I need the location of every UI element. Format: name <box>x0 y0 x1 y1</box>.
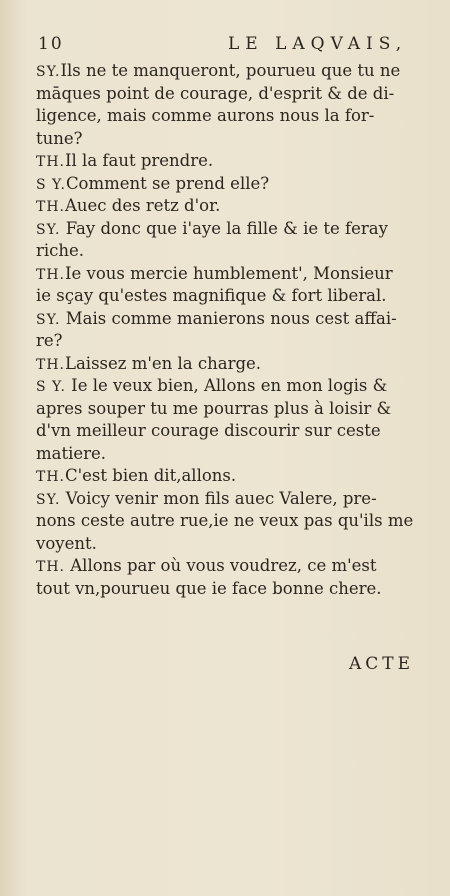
speaker-label: TH. <box>36 154 65 170</box>
line-text: tune? <box>36 128 83 148</box>
catchword: ACTE <box>348 654 414 674</box>
speaker-label: SY. <box>36 491 61 508</box>
text-line <box>36 105 446 128</box>
running-title: LE LAQVAIS, <box>228 34 408 54</box>
text-line <box>36 263 446 286</box>
speaker-label: TH. <box>36 469 65 485</box>
speaker-label: TH. <box>36 559 65 575</box>
dialogue-text <box>36 60 446 600</box>
text-line <box>36 218 446 241</box>
line-text: Laissez m'en la charge. <box>65 353 262 373</box>
text-line <box>36 330 446 353</box>
text-line <box>36 128 446 151</box>
line-text: Ils ne te manqueront, pourueu que tu ne <box>60 61 401 80</box>
line-text: Mais comme manierons nous cest affai- <box>60 308 397 328</box>
text-line <box>36 83 446 106</box>
speaker-label: TH. <box>36 356 65 373</box>
line-text: Allons par où vous voudrez, ce m'est <box>65 556 377 575</box>
line-text: voyent. <box>36 533 97 553</box>
speaker-label: SY. <box>36 311 61 328</box>
page-header <box>38 34 410 58</box>
line-text: Ie le veux bien, Allons en mon logis & <box>65 376 388 395</box>
line-text: re? <box>36 331 63 350</box>
line-text: tout vn,pourueu que ie face bonne chere. <box>36 578 382 598</box>
text-line <box>36 308 446 331</box>
text-line <box>36 443 446 466</box>
speaker-label: SY. <box>36 64 61 80</box>
line-text: apres souper tu me pourras plus à loisir & <box>36 398 392 418</box>
text-line <box>36 353 446 376</box>
text-line <box>36 150 446 173</box>
text-line <box>36 240 446 263</box>
line-text: Auec des retz d'or. <box>65 196 221 215</box>
speaker-label: TH. <box>36 266 65 283</box>
line-text: d'vn meilleur courage discourir sur ceste <box>36 421 381 440</box>
line-text: Il la faut prendre. <box>65 151 214 170</box>
text-line <box>36 60 446 83</box>
line-text: riche. <box>36 241 85 260</box>
text-line <box>36 173 446 196</box>
speaker-label: TH. <box>36 199 65 215</box>
bleed-through-text <box>40 628 420 648</box>
line-text: ligence, mais comme aurons nous la for- <box>36 106 375 125</box>
text-line <box>36 555 446 578</box>
line-text: Ie vous mercie humblement', Monsieur <box>65 263 393 283</box>
line-text: māques point de courage, d'esprit & de di- <box>36 83 395 103</box>
text-line <box>36 375 446 398</box>
page-number: 10 <box>38 34 64 54</box>
line-text: Comment se prend elle? <box>65 173 270 193</box>
line-text: Fay donc que i'aye la fille & ie te feray <box>60 218 388 238</box>
text-line <box>36 578 446 601</box>
speaker-label: SY. <box>36 221 61 238</box>
line-text: C'est bien dit,allons. <box>65 466 237 485</box>
text-line <box>36 488 446 511</box>
text-line <box>36 420 446 443</box>
text-line <box>36 510 446 533</box>
text-line <box>36 533 446 556</box>
speaker-label: S Y. <box>36 379 66 395</box>
text-line <box>36 195 446 218</box>
line-text: Voicy venir mon fils auec Valere, pre- <box>60 488 377 508</box>
line-text: ie sçay qu'estes magnifique & fort liberal. <box>36 286 387 305</box>
text-line <box>36 398 446 421</box>
text-line <box>36 285 446 308</box>
line-text: matiere. <box>36 443 107 463</box>
line-text: nons ceste autre rue,ie ne veux pas qu'ils me <box>36 511 414 530</box>
text-line <box>36 465 446 488</box>
speaker-label: S Y. <box>36 176 66 193</box>
